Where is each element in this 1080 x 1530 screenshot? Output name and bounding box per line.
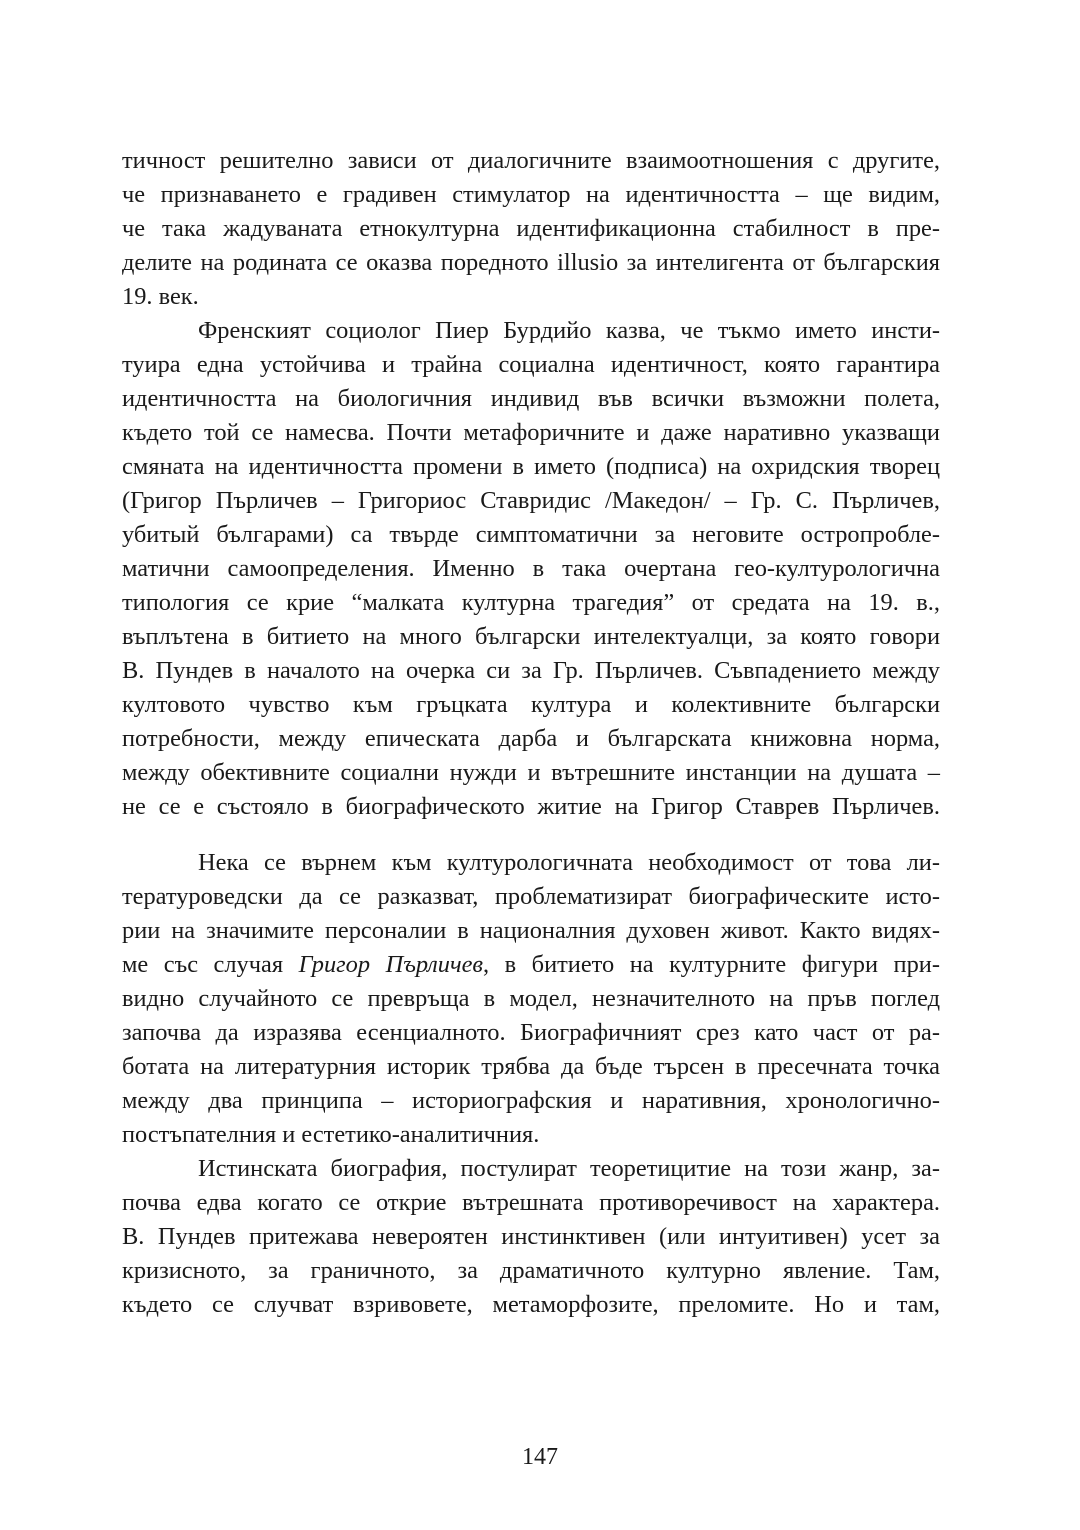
text-line: туира една устойчива и трайна социална идентичност, която гарантира	[122, 351, 940, 378]
text-line-with-italic	[122, 948, 940, 982]
text-block-upper	[122, 144, 940, 824]
text-line: между два принципа – историографския и наративния, хронологично-	[122, 1087, 940, 1114]
text-line: В. Пундев в началото на очерка си за Гр. Пърличев. Съвпадението между	[122, 657, 940, 684]
text-line: не се е състояло в биографическото житие на Григор Ставрев Пърличев.	[122, 793, 940, 820]
text-line: смяната на идентичността промени в името (подписа) на охридския творец	[122, 453, 940, 480]
text-line: идентичността на биологичния индивид във всички възможни полета,	[122, 385, 940, 412]
paragraph-first-line: Френският социолог Пиер Бурдийо казва, че тъкмо името инсти-	[198, 317, 940, 344]
text-block-lower	[122, 846, 940, 1322]
text-line: (Григор Пърличев – Григориос Ставридис /Македон/ – Гр. С. Пърличев,	[122, 487, 940, 514]
text-line: видно случайното се превръща в модел, незначителното на пръв поглед	[122, 985, 940, 1012]
text-line: тичност решително зависи от диалогичните взаимоотношения с другите,	[122, 147, 940, 174]
text-run: , в битието на културните фигури при-	[483, 951, 940, 978]
text-line: убитый българами) са твърде симптоматични за неговите остропробле-	[122, 521, 940, 548]
text-line: култовото чувство към гръцката култура и колективните български	[122, 691, 940, 718]
text-line: почва едва когато се открие вътрешната противоречивост на характера.	[122, 1189, 940, 1216]
text-line: рии на значимите персоналии в националния духовен живот. Както видях-	[122, 917, 940, 944]
text-line: кризисното, за граничното, за драматичното културно явление. Там,	[122, 1257, 940, 1284]
text-line: постъпателния и естетико-аналитичния.	[122, 1121, 540, 1148]
italic-name: Григор Пърличев	[298, 951, 484, 978]
text-line: матични самоопределения. Именно в така очертана гео-културологична	[122, 555, 940, 582]
text-line: ботата на литературния историк трябва да бъде търсен в пресечната точка	[122, 1053, 940, 1080]
text-line: В. Пундев притежава невероятен инстинктивен (или интуитивен) усет за	[122, 1223, 940, 1250]
text-line: делите на родината се оказва поредното illusio за интелигента от българския	[122, 249, 940, 276]
text-line: 19. век.	[122, 283, 199, 310]
text-line: където се случват взривовете, метаморфозите, преломите. Но и там,	[122, 1291, 940, 1318]
paragraph-first-line: Нека се върнем към културологичната необходимост от това ли-	[198, 849, 940, 876]
text-line: тературоведски да се разказват, проблематизират биографическите исто-	[122, 883, 940, 910]
text-line: че така жадуваната етнокултурна идентификационна стабилност в пре-	[122, 215, 940, 242]
paragraph-first-line: Истинската биография, постулират теоретицитие на този жанр, за-	[198, 1155, 940, 1182]
text-line: въплътена в битието на много български интелектуалци, за която говори	[122, 623, 940, 650]
text-line: между обективните социални нужди и вътрешните инстанции на душата –	[122, 759, 940, 786]
text-line: потребности, между епическата дарба и българската книжовна норма,	[122, 725, 940, 752]
page-number: 147	[522, 1444, 558, 1470]
text-run: ме със случая	[122, 951, 299, 978]
text-line: типология се крие “малката културна трагедия” от средата на 19. в.,	[122, 589, 940, 616]
text-line: започва да изразява есенциалното. Биографичният срез като част от ра-	[122, 1019, 940, 1046]
text-line: че признаването е градивен стимулатор на идентичността – ще видим,	[122, 181, 940, 208]
text-line: където той се намесва. Почти метафоричните и даже наративно указващи	[122, 419, 940, 446]
